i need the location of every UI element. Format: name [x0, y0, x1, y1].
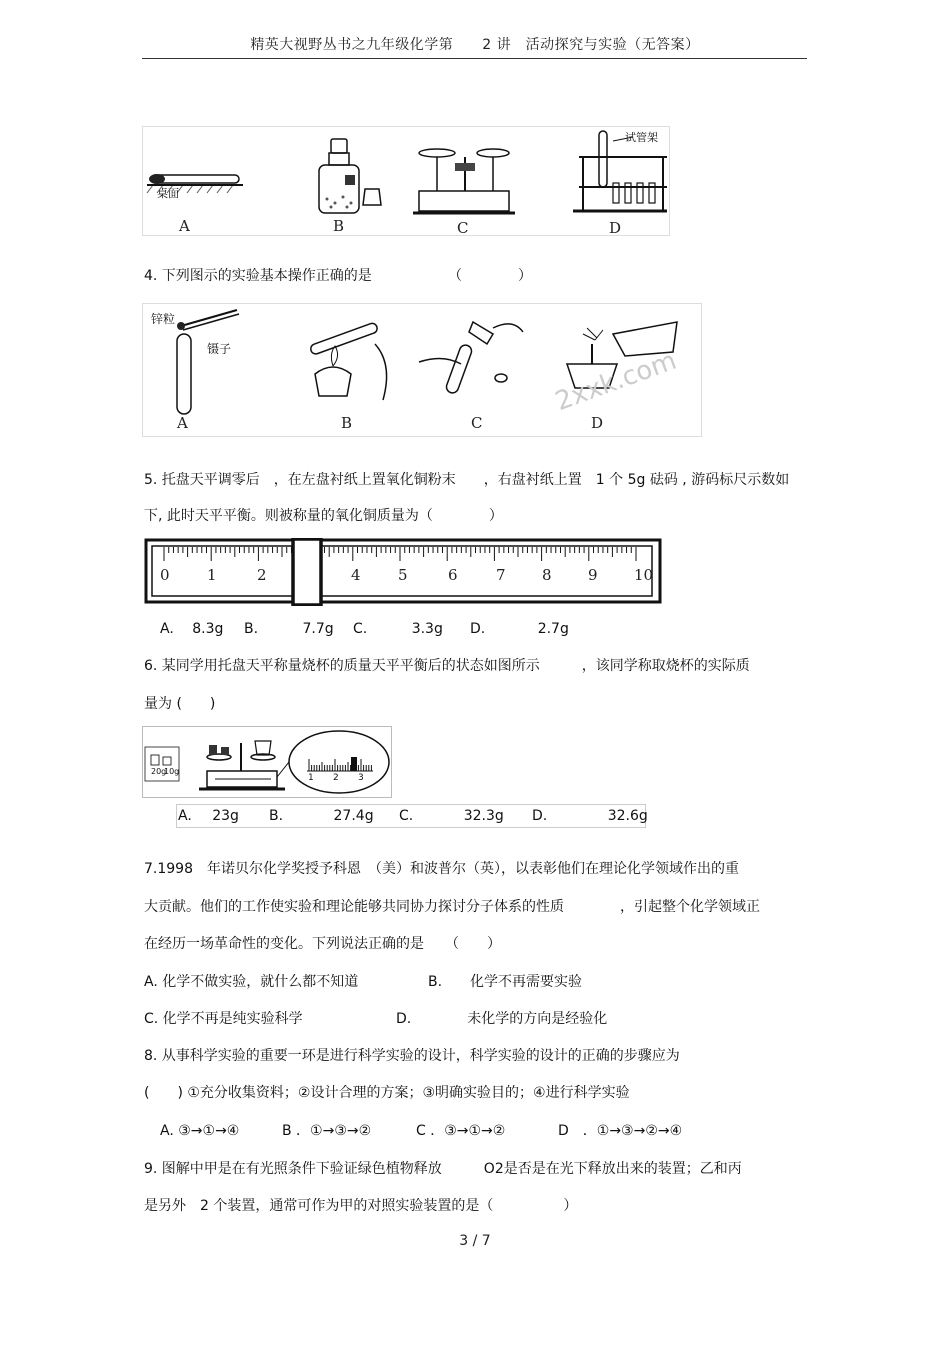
- q6-option-a[interactable]: [178, 808, 239, 824]
- balance-drawing: [143, 727, 391, 797]
- q6-option-d-val: 32.6g: [607, 808, 648, 824]
- q5-option-c-key: C.: [353, 621, 368, 637]
- q5-line1: 5. 托盘天平调零后 ，在左盘衬纸上置氧化铜粉末 ，右盘衬纸上置 1 个 5g 砝码 , 游码标尺示数如: [144, 472, 790, 488]
- fig1-label-a: A: [179, 217, 190, 235]
- fig1-label-d: D: [609, 219, 622, 237]
- ruler-tick-7: 7: [496, 566, 506, 584]
- q5-option-a[interactable]: [160, 621, 223, 637]
- q7-line2: 大贡献。他们的工作使实验和理论能够共同协力探讨分子体系的性质 ，引起整个化学领域正: [144, 899, 760, 915]
- rack-label: 试管架: [625, 131, 658, 144]
- q5-option-a-val: 8.3g: [192, 621, 224, 637]
- ruler-tick-1: 1: [207, 566, 217, 584]
- q7-line3: 在经历一场革命性的变化。下列说法正确的是 （ ）: [144, 936, 501, 952]
- q5-option-d-key: D.: [470, 621, 486, 637]
- page-number: 3 / 7: [459, 1233, 491, 1249]
- q6-option-c-key: C.: [399, 808, 414, 824]
- q5-option-b[interactable]: [244, 621, 334, 637]
- scale-tick-1: 1: [308, 773, 314, 783]
- q6-option-a-key: A.: [178, 808, 192, 824]
- fig1-label-c: C: [457, 219, 469, 237]
- q8-line2: ( ) ①充分收集资料；②设计合理的方案；③明确实验目的；④进行科学实验: [144, 1085, 630, 1101]
- q6-option-c-val: 32.3g: [463, 808, 504, 824]
- q6-option-b-key: B.: [269, 808, 284, 824]
- q6-option-d-key: D.: [532, 808, 548, 824]
- q8-option-c[interactable]: C ．③→①→②: [416, 1123, 506, 1139]
- q8-option-d[interactable]: D ．①→③→②→④: [558, 1123, 683, 1139]
- zinc-label: 锌粒: [151, 312, 176, 326]
- ruler-tick-6: 6: [448, 566, 458, 584]
- q7-option-d[interactable]: D. 未化学的方向是经验化: [396, 1011, 608, 1027]
- q5-option-c[interactable]: [353, 621, 443, 637]
- q6-option-b[interactable]: [269, 808, 374, 824]
- ruler-tick-9: 9: [588, 566, 598, 584]
- figure-balance: [142, 726, 392, 798]
- ruler-tick-2: 2: [257, 566, 267, 584]
- scale-tick-2: 2: [333, 773, 339, 783]
- header-title: 精英大视野丛书之九年级化学第 2 讲 活动探究与实验（无答案）: [250, 37, 700, 53]
- q8-line1: 8. 从事科学实验的重要一环是进行科学实验的设计，科学实验的设计的正确的步骤应为: [144, 1048, 680, 1064]
- svg-text:2xxk.com: 2xxk.com: [551, 345, 681, 418]
- q7-option-c[interactable]: C. 化学不再是纯实验科学: [144, 1011, 303, 1027]
- q6-option-c[interactable]: [399, 808, 504, 824]
- q5-option-d[interactable]: [470, 621, 569, 637]
- q4-text: 4. 下列图示的实验基本操作正确的是: [144, 268, 372, 284]
- tweezers-label: 镊子: [207, 342, 232, 356]
- ruler-tick-5: 5: [398, 566, 408, 584]
- q7-line1: 7.1998 年诺贝尔化学奖授予科恩 （美）和波普尔（英），以表彰他们在理论化学领域作出的重: [144, 861, 739, 877]
- q8-option-a[interactable]: A. ③→①→④: [160, 1123, 240, 1139]
- figure-operations: [142, 303, 702, 437]
- q8-option-b[interactable]: B ．①→③→②: [282, 1123, 372, 1139]
- fig2-label-d: D: [591, 414, 604, 432]
- scale-tick-3: 3: [358, 773, 364, 783]
- fig1-label-b: B: [333, 217, 345, 235]
- q7-option-b[interactable]: B. 化学不再需要实验: [428, 974, 583, 990]
- ruler-tick-0: 0: [160, 566, 170, 584]
- q6-line1: 6. 某同学用托盘天平称量烧杯的质量天平平衡后的状态如图所示 ，该同学称取烧杯的实际质: [144, 658, 750, 674]
- weight-20g: 20g: [151, 767, 167, 776]
- q5-option-b-val: 7.7g: [302, 621, 334, 637]
- operations-drawing: [143, 304, 701, 436]
- table-label: 桌面: [157, 187, 179, 200]
- q5-option-a-key: A.: [160, 621, 174, 637]
- q5-option-b-key: B.: [244, 621, 259, 637]
- figure-apparatus: [142, 126, 670, 236]
- q7-option-a[interactable]: A. 化学不做实验，就什么都不知道: [144, 974, 359, 990]
- q6-option-a-val: 23g: [212, 808, 239, 824]
- q4-paren: （ ）: [448, 268, 532, 284]
- ruler-tick-8: 8: [542, 566, 552, 584]
- fig2-label-c: C: [471, 414, 483, 432]
- q9-line2: 是另外 2 个装置，通常可作为甲的对照实验装置的是（ ）: [144, 1198, 578, 1214]
- q6-option-d[interactable]: [532, 808, 648, 824]
- q5-option-c-val: 3.3g: [411, 621, 443, 637]
- q6-line2: 量为 ( ): [144, 696, 216, 712]
- apparatus-drawing: [143, 127, 669, 235]
- fig2-label-b: B: [341, 414, 353, 432]
- ruler-tick-4: 4: [351, 566, 361, 584]
- ruler-tick-10: 10: [634, 566, 654, 584]
- q5-option-d-val: 2.7g: [537, 621, 569, 637]
- weight-10g: 10g: [164, 767, 180, 776]
- fig2-label-a: A: [177, 414, 188, 432]
- q5-line2: 下, 此时天平平衡。则被称量的氧化铜质量为（ ）: [144, 508, 503, 524]
- q9-line1: 9. 图解中甲是在有光照条件下验证绿色植物释放 O2是否是在光下释放出来的装置；乙和丙: [144, 1161, 742, 1177]
- rider-ruler: [144, 538, 662, 606]
- q6-option-b-val: 27.4g: [333, 808, 374, 824]
- header-rule: [142, 58, 807, 59]
